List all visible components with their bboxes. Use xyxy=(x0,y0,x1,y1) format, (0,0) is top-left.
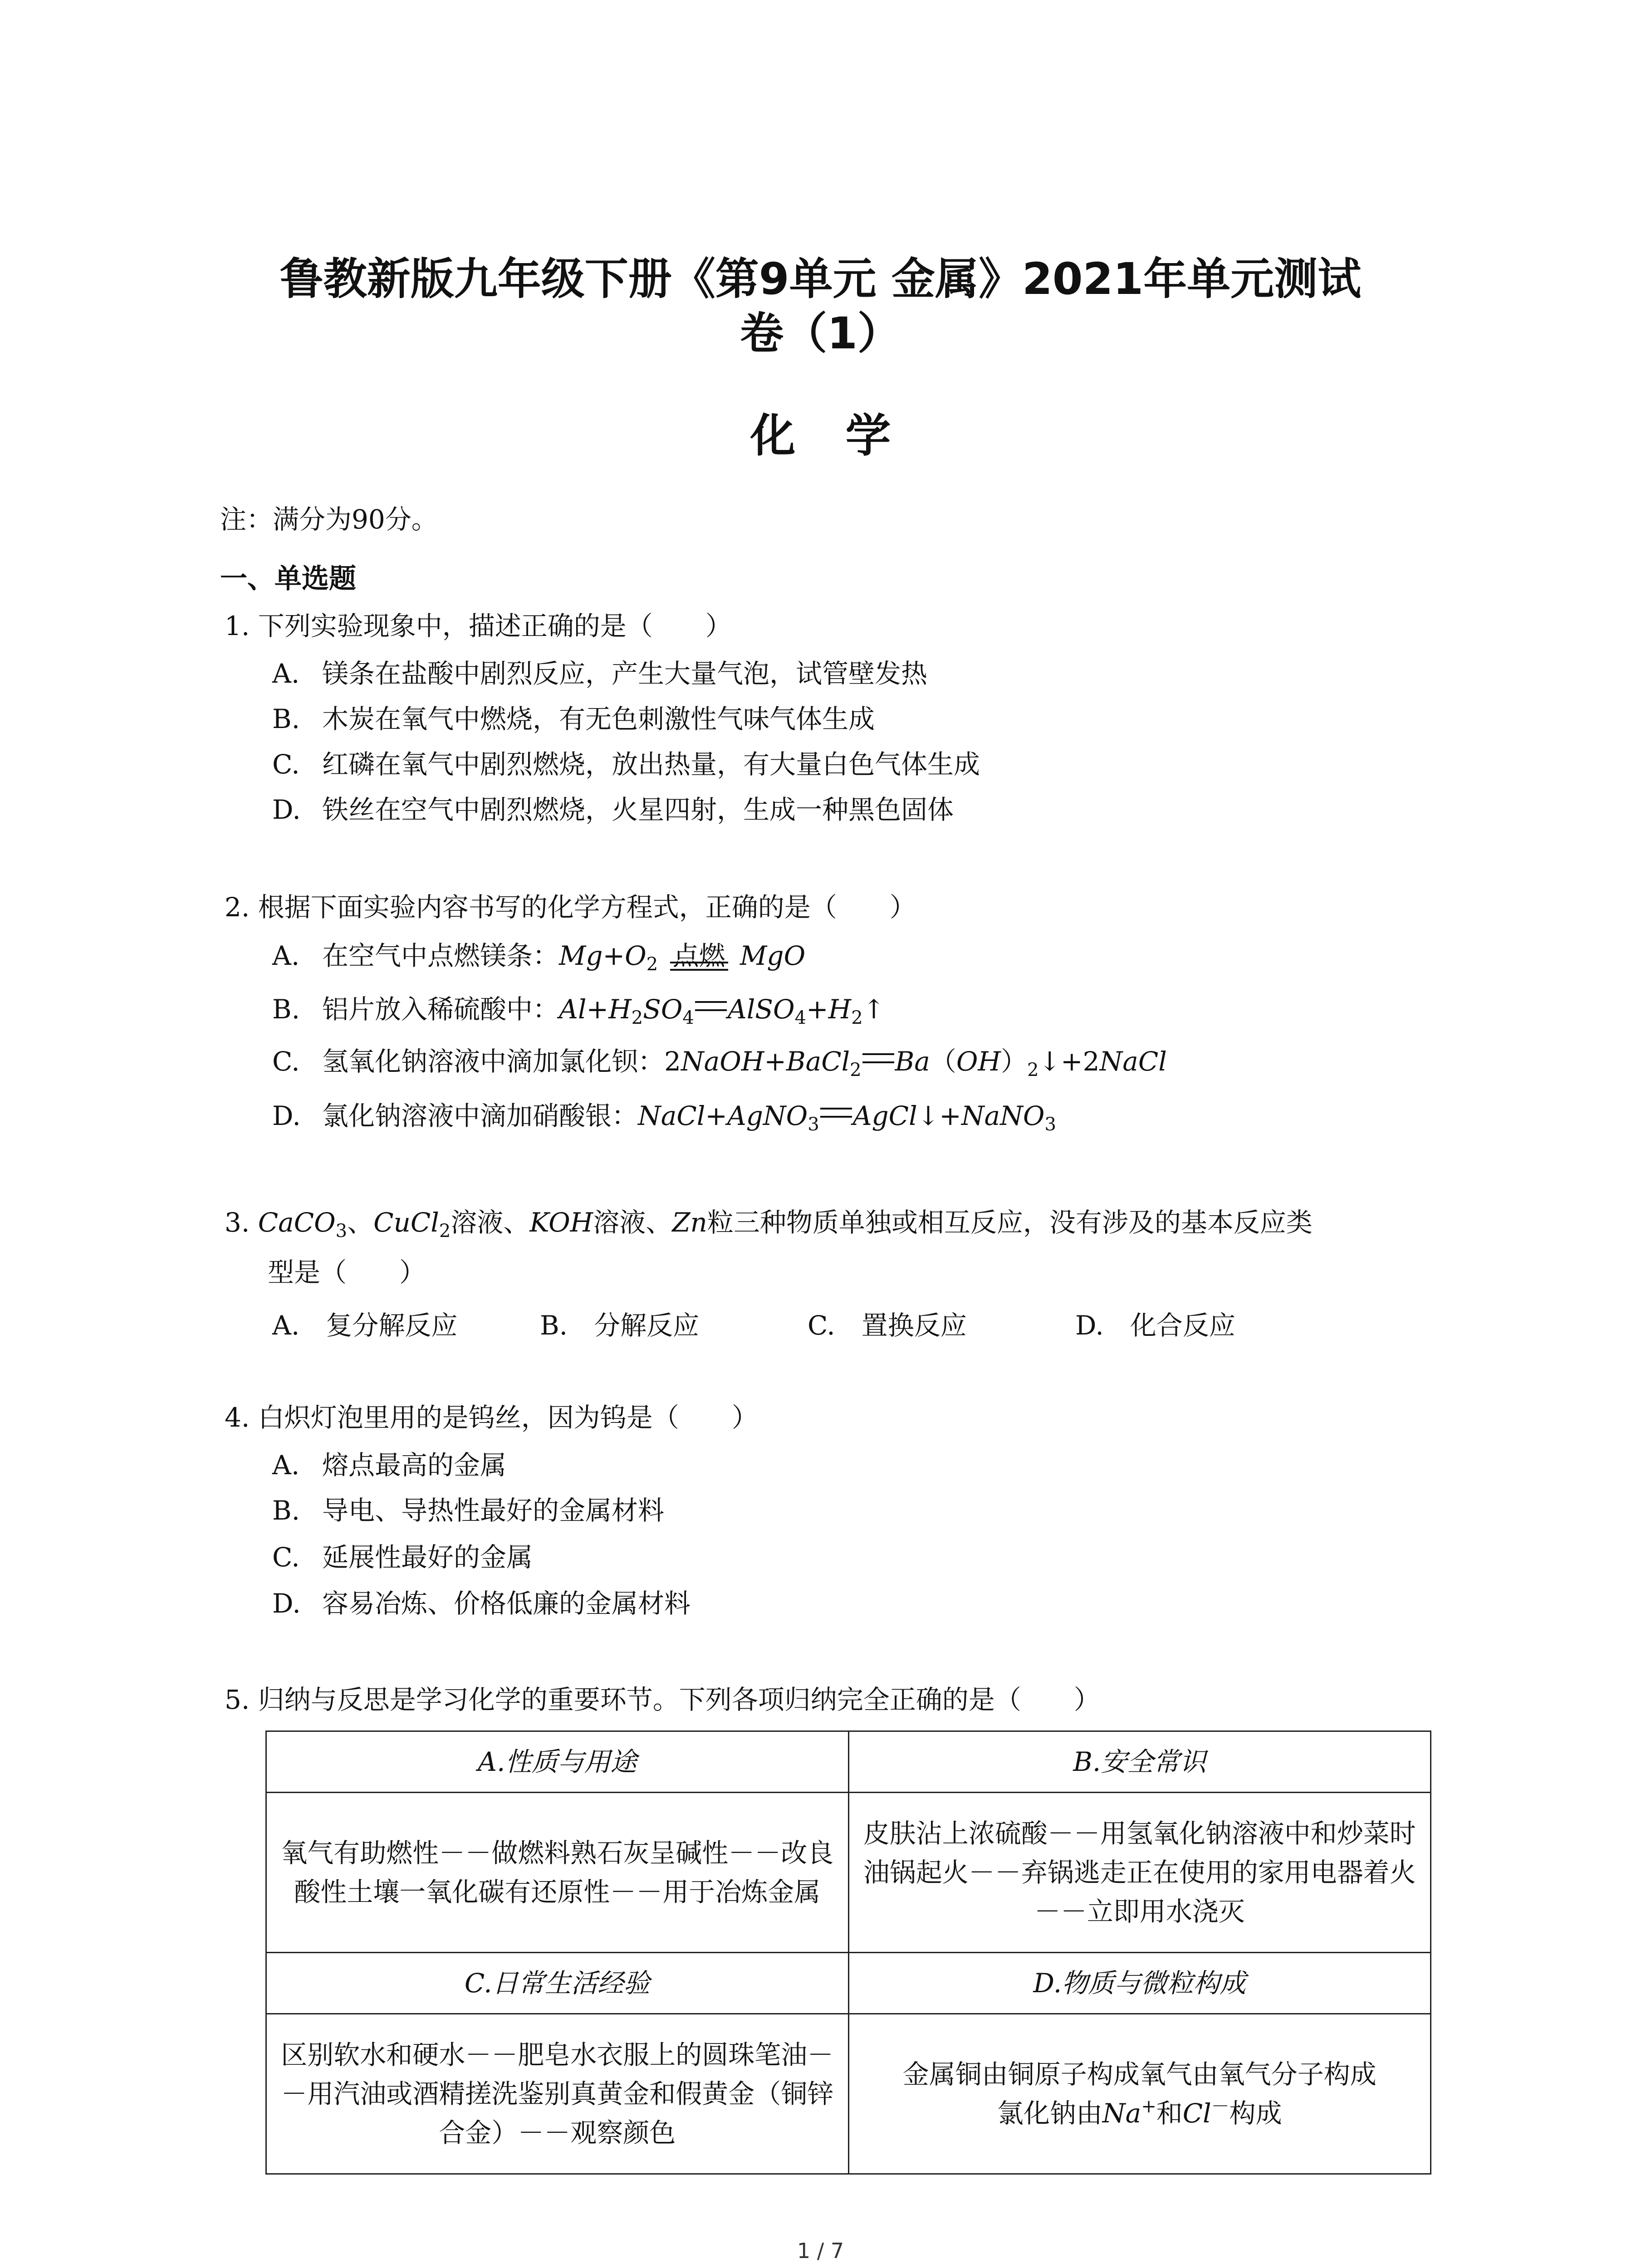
section-heading: 一、单选题 xyxy=(220,563,356,595)
score-note: 注：满分为90分。 xyxy=(220,504,438,535)
question-5-table xyxy=(265,1730,1431,2175)
question-2-option-a[interactable]: A. 在空气中点燃镁条：$Mg+O_2$ 点燃 MgO xyxy=(272,940,806,975)
question-4-stem: 4. 白炽灯泡里用的是钨丝，因为钨是（ ） xyxy=(225,1402,758,1433)
page-number: 1 / 7 xyxy=(797,2239,844,2263)
question-4-option-c[interactable]: C. 延展性最好的金属 xyxy=(272,1542,533,1573)
question-1-option-c[interactable]: C. 红磷在氧气中剧烈燃烧，放出热量，有大量白色气体生成 xyxy=(272,749,980,780)
title-line-1: 鲁教新版九年级下册《第9单元 金属》2021年单元测试 xyxy=(279,254,1362,304)
title-line-2: 卷（1） xyxy=(740,308,901,359)
question-3-option-c[interactable]: C. 置换反应 xyxy=(808,1310,967,1341)
table-cell-c: 区别软水和硬水－－肥皂水衣服上的圆珠笔油－－用汽油或酒精搓洗鉴别真黄金和假黄金（铜锌合金）－－观察颜色 xyxy=(266,2014,849,2174)
table-cell-b: 皮肤沾上浓硫酸－－用氢氧化钠溶液中和炒菜时油锅起火－－弃锅逃走正在使用的家用电器着火－－立即用水浇灭 xyxy=(848,1793,1431,1953)
question-3-option-a[interactable]: A. 复分解反应 xyxy=(272,1310,458,1341)
question-1-option-b[interactable]: B. 木炭在氧气中燃烧，有无色刺激性气味气体生成 xyxy=(272,704,875,734)
question-1-stem: 1. 下列实验现象中，描述正确的是（ ） xyxy=(225,611,732,641)
question-3-option-d[interactable]: D. 化合反应 xyxy=(1075,1310,1235,1341)
question-3-stem-continued: 型是（ ） xyxy=(268,1257,426,1288)
table-head-d: D.物质与微粒构成 xyxy=(848,1953,1431,2014)
question-2-option-d[interactable]: D. 氯化钠溶液中滴加硝酸银：NaCl+AgNO$_3$ AgCl↓+NaNO$_3$ xyxy=(272,1100,1056,1135)
question-4-option-a[interactable]: A. 熔点最高的金属 xyxy=(272,1450,507,1481)
question-4-option-b[interactable]: B. 导电、导热性最好的金属材料 xyxy=(272,1495,665,1526)
question-2-option-b[interactable]: B. 铝片放入稀硫酸中：$Al+H_2SO_4$ $AlSO_4+H_2↑$ xyxy=(272,994,885,1028)
table-cell-d: 金属铜由铜原子构成氧气由氧气分子构成 氯化钠由Na+和Cl－构成 xyxy=(848,2014,1431,2174)
equals-sign xyxy=(820,1108,852,1118)
question-5-stem: 5. 归纳与反思是学习化学的重要环节。下列各项归纳完全正确的是（ ） xyxy=(225,1684,1100,1715)
subject-heading: 化学 xyxy=(750,409,941,462)
table-head-c: C.日常生活经验 xyxy=(266,1953,849,2014)
question-2-option-c[interactable]: C. 氢氧化钠溶液中滴加氯化钡：2NaOH+BaCl$_2$ $Ba(OH)_2↓+2NaCl$ xyxy=(272,1046,1167,1080)
table-head-a: A.性质与用途 xyxy=(266,1731,849,1793)
question-3-stem: 3. CaCO$_3$、CuCl$_2$溶液、KOH溶液、Zn粒三种物质单独或相互反应，没有涉及的基本反应类 xyxy=(225,1207,1313,1242)
question-2-stem: 2. 根据下面实验内容书写的化学方程式，正确的是（ ） xyxy=(225,892,916,923)
question-1-option-a[interactable]: A. 镁条在盐酸中剧烈反应，产生大量气泡，试管壁发热 xyxy=(272,658,928,689)
question-4-option-d[interactable]: D. 容易冶炼、价格低廉的金属材料 xyxy=(272,1588,691,1619)
equals-sign xyxy=(862,1053,894,1063)
reaction-condition: 点燃 xyxy=(666,940,732,972)
question-1-option-d[interactable]: D. 铁丝在空气中剧烈燃烧，火星四射，生成一种黑色固体 xyxy=(272,794,954,825)
question-3-option-b[interactable]: B. 分解反应 xyxy=(540,1310,700,1341)
table-head-b: B.安全常识 xyxy=(848,1731,1431,1793)
equals-sign xyxy=(695,1001,727,1011)
table-cell-a: 氧气有助燃性－－做燃料熟石灰呈碱性－－改良酸性土壤一氧化碳有还原性－－用于冶炼金属 xyxy=(266,1793,849,1953)
